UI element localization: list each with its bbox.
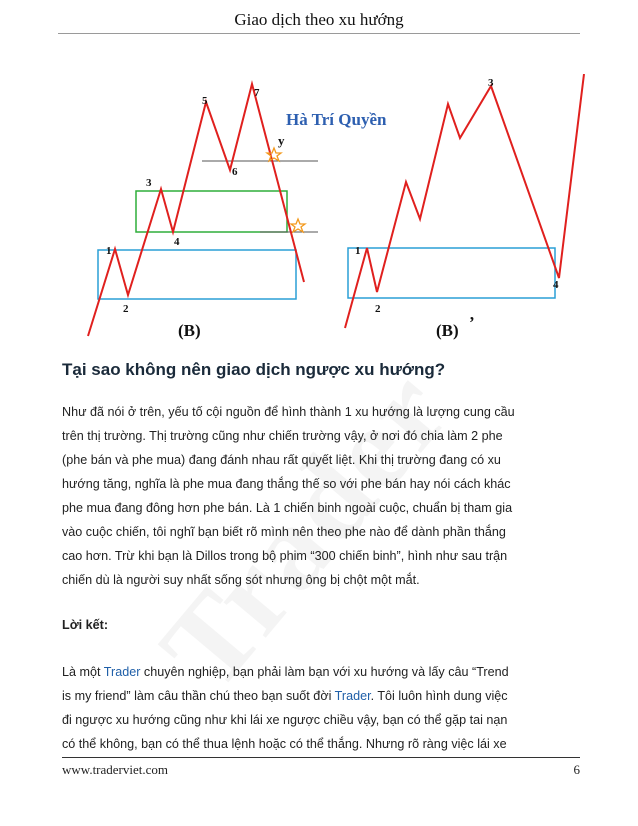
trader-link[interactable]: Trader — [103, 665, 141, 679]
footer-website: www.traderviet.com — [62, 762, 169, 777]
left-label-y: y — [278, 133, 285, 148]
section-heading: Tại sao không nên giao dịch ngược xu hướng? — [62, 360, 446, 379]
text: . Tôi luôn hình dung việc — [370, 689, 508, 703]
paragraph-line: hướng tăng, nghĩa là phe mua đang thắng thế so với phe bán hay nói cách khác — [62, 477, 511, 491]
page-number: 6 — [573, 762, 580, 777]
paragraph-line: phe mua đang đông hơn phe bán. Là 1 chiến binh ngoài cuộc, chuẩn bị tham gia — [62, 501, 513, 515]
left-price-line — [88, 84, 304, 336]
left-label-7: 7 — [254, 87, 260, 99]
left-caption: (B) — [178, 321, 201, 340]
right-blue-box — [348, 248, 555, 298]
footer-divider — [62, 757, 580, 758]
paragraph-line: cao hơn. Trừ khi bạn là Dillos trong bộ phim “300 chiến binh”, hình như sau trận — [62, 549, 508, 563]
star-icon-2 — [291, 219, 305, 232]
left-label-2: 2 — [123, 303, 129, 315]
right-label-2: 2 — [375, 303, 381, 315]
right-caption-mark: ’ — [469, 313, 475, 332]
paragraph-line: Như đã nói ở trên, yếu tố cội nguồn để hình thành 1 xu hướng là lượng cung cầu — [62, 405, 515, 419]
right-caption: (B) — [436, 321, 459, 340]
paragraph-line: chiến dù là người suy nhất sống sót nhưng ông bị chột một mắt. — [62, 573, 420, 587]
paragraph-line: vào cuộc chiến, tôi nghĩ bạn biết rõ mình nên theo phe nào để dành phần thắng — [62, 525, 506, 539]
trend-diagram — [70, 74, 590, 350]
paragraph-line: (phe bán và phe mua) đang đánh nhau rất quyết liệt. Khi thị trường đang có xu — [62, 453, 501, 467]
text: Là một — [62, 665, 104, 679]
trader-link[interactable]: Trader — [334, 689, 371, 703]
header-divider — [58, 33, 580, 34]
paragraph-line: có thể không, bạn có thể thua lệnh hoặc có thể thắng. Nhưng rõ ràng việc lái xe — [62, 737, 507, 751]
left-diagram — [88, 84, 318, 340]
left-label-4: 4 — [174, 236, 180, 248]
right-label-1: 1 — [355, 245, 361, 257]
left-label-6: 6 — [232, 166, 238, 178]
left-label-1: 1 — [106, 245, 112, 257]
author-name: Hà Trí Quyền — [286, 110, 387, 129]
page-header-title: Giao dịch theo xu hướng — [234, 10, 404, 29]
paragraph-line — [62, 684, 574, 708]
left-label-3: 3 — [146, 177, 152, 189]
conclusion-title: Lời kết: — [62, 618, 109, 632]
paragraph-2 — [62, 660, 574, 756]
paragraph-line — [62, 660, 574, 684]
paragraph-line: trên thị trường. Thị trường cũng như chiến trường vậy, ở nơi đó chia làm 2 phe — [62, 429, 503, 443]
right-label-3: 3 — [488, 77, 494, 89]
paragraph-1 — [62, 400, 574, 592]
right-label-4: 4 — [553, 279, 559, 291]
text: chuyên nghiệp, bạn phải làm bạn với xu hướng và lấy câu “Trend — [140, 665, 509, 679]
text: is my friend” làm câu thần chú theo bạn suốt đời — [62, 689, 335, 703]
left-label-5: 5 — [202, 95, 208, 107]
paragraph-line: đi ngược xu hướng cũng như khi lái xe ngược chiều vậy, bạn có thể gặp tai nạn — [62, 713, 508, 727]
